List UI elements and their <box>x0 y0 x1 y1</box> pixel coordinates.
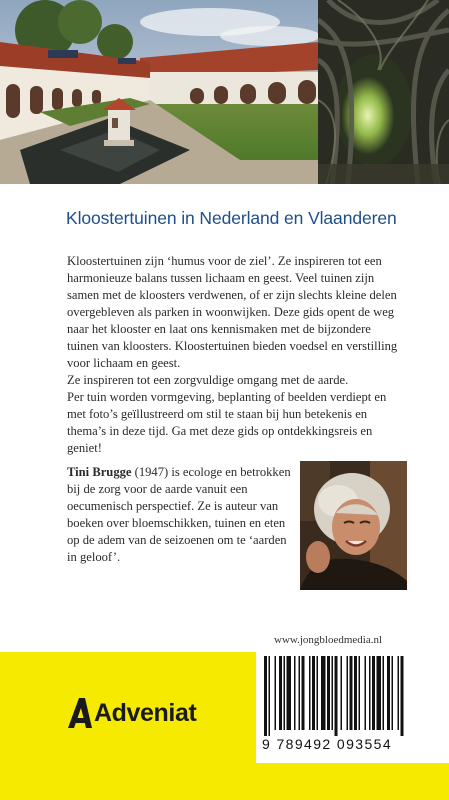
barcode-bar <box>312 656 315 730</box>
barcode-bar <box>302 656 305 730</box>
isbn-digits: 9 789492 093554 <box>262 736 392 752</box>
barcode-bar <box>377 656 382 730</box>
barcode-bar <box>309 656 311 730</box>
barcode-bar <box>387 656 390 730</box>
barcode-bar <box>287 656 292 730</box>
adveniat-a-logo-icon <box>66 698 94 728</box>
barcode-bar <box>365 656 367 730</box>
barcode-bar <box>299 656 301 730</box>
author-bio <box>67 464 292 566</box>
barcode-bar <box>401 656 404 736</box>
back-cover-blurb <box>67 253 403 457</box>
barcode-bar <box>279 656 282 730</box>
barcode-panel <box>256 628 449 763</box>
barcode-bar <box>392 656 394 730</box>
publisher-website: www.jongbloedmedia.nl <box>274 634 383 646</box>
author-name: Tini Brugge <box>67 465 132 479</box>
barcode-bar <box>275 656 277 730</box>
cloister-courtyard-photo <box>0 0 318 184</box>
publisher-logo <box>66 698 196 728</box>
tree-tunnel-photo <box>318 0 449 184</box>
cover-photo-band <box>0 0 449 184</box>
barcode-bar <box>269 656 271 736</box>
barcode-bar <box>321 656 326 730</box>
barcode-bar <box>264 656 267 736</box>
barcode-bar <box>294 656 296 730</box>
isbn-barcode <box>264 656 444 736</box>
barcode-bar <box>335 656 338 736</box>
barcode-bar <box>327 656 330 730</box>
author-portrait <box>300 461 407 590</box>
barcode-bar <box>341 656 343 730</box>
blurb-paragraph: Ze inspireren tot een zorgvuldige omgang met de aarde. <box>67 373 349 387</box>
book-title: Kloostertuinen in Nederland en Vlaanderen <box>66 208 397 228</box>
blurb-paragraph: Kloostertuinen zijn ‘humus voor de ziel’. Ze inspireren tot een harmonieuze balans tussen lichaam en geest. Veel tuinen zijn samen met de kloosters verdwenen, of er zijn slechts kleine delen overgebleven als parken in woonwijken. Deze gids opent de weg naar het klooster en laat ons kennismaken met de bijzondere tuinen van kloosters. Kloostertuinen bieden voedsel en verstilling voor lichaam en geest. <box>67 254 398 370</box>
barcode-bar <box>372 656 375 730</box>
barcode-bar <box>354 656 357 730</box>
author-bio-text: (1947) is ecologe en betrokken bij de zorg voor de aarde vanuit een oecumenisch perspectief. Ze is auteur van boeken over bloemschikken, tuinen en eten op de adem van de seizoenen om te ‘aarden in geloof’. <box>67 465 291 564</box>
publisher-name: Adveniat <box>94 698 197 727</box>
barcode-bar <box>383 656 385 730</box>
barcode-bar <box>350 656 353 730</box>
barcode-bar <box>398 656 400 730</box>
barcode-bar <box>359 656 361 730</box>
barcode-bar <box>284 656 286 730</box>
barcode-bar <box>317 656 319 730</box>
barcode-bar <box>332 656 334 730</box>
barcode-bar <box>347 656 349 730</box>
barcode-bar <box>369 656 371 730</box>
blurb-paragraph: Per tuin worden vormgeving, beplanting of beelden verdiept en met foto’s geïllustreerd om stil te staan bij hun betekenis en thema’s in deze tijd. Ga met deze gids op ontdekkingsreis en geniet! <box>67 390 387 455</box>
